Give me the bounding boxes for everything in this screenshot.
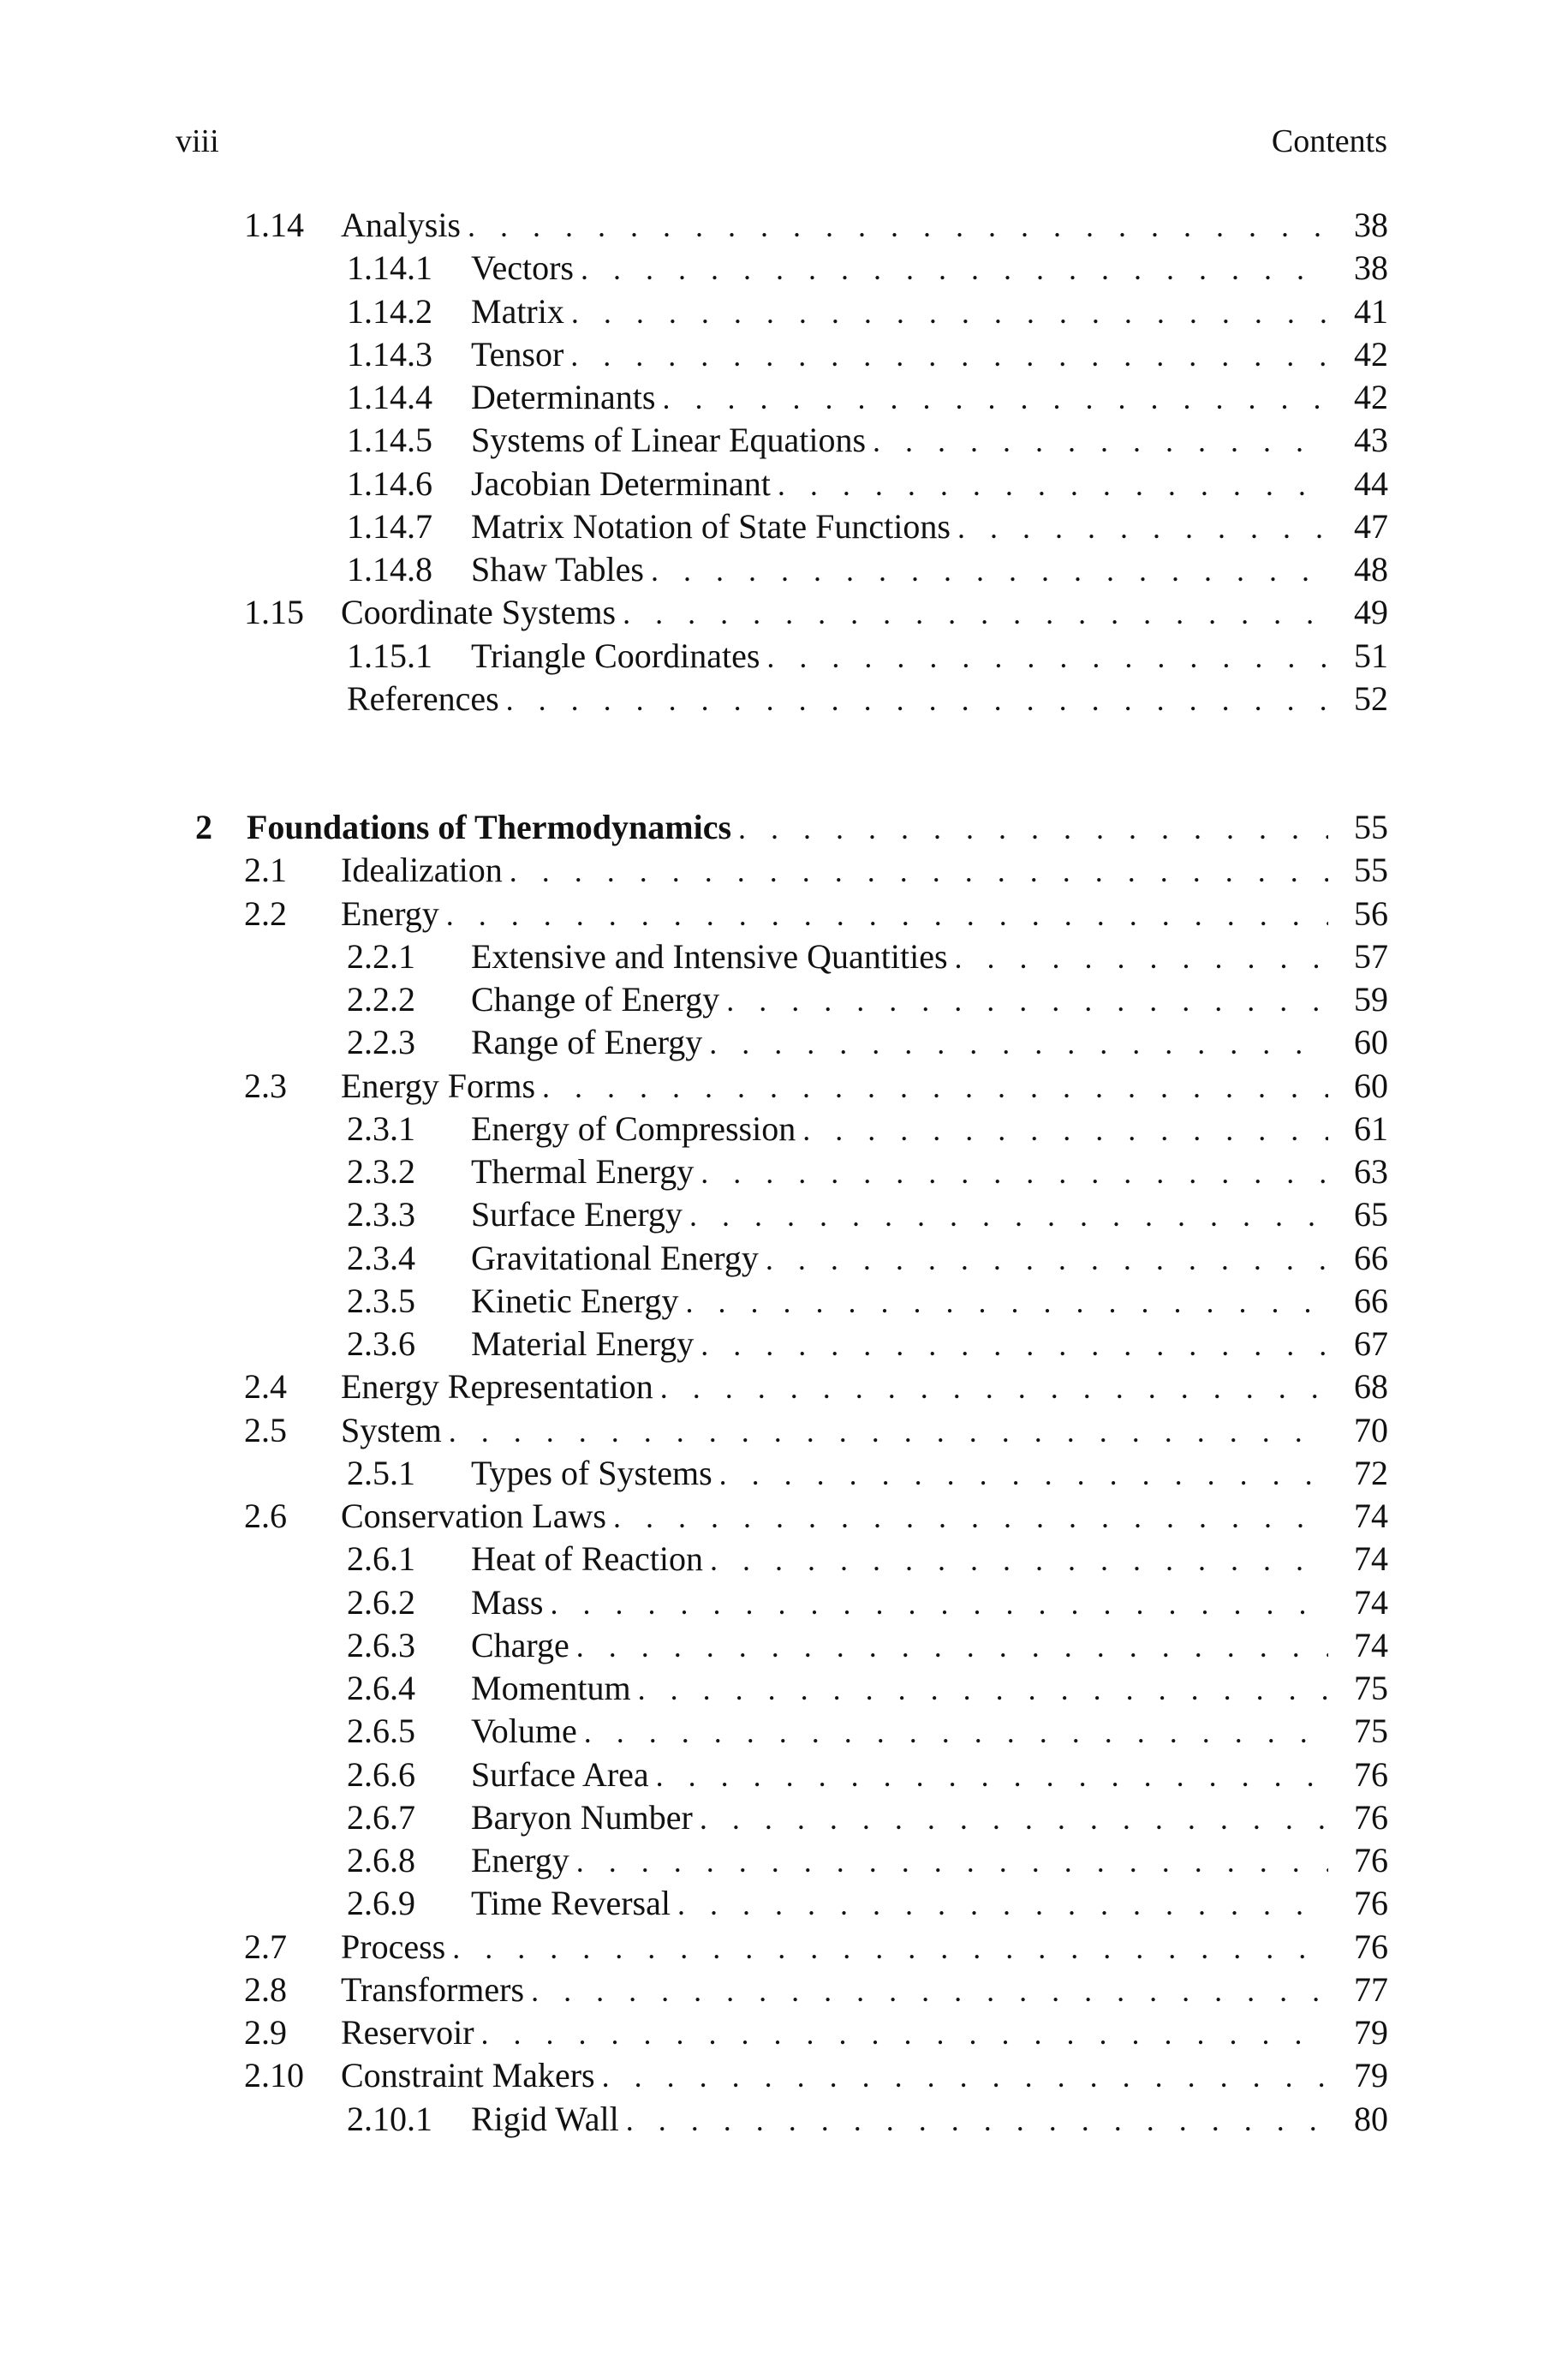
toc-entry-page[interactable]: 72 <box>1354 1454 1388 1492</box>
toc-entry-page[interactable]: 49 <box>1354 593 1388 631</box>
toc-entry-page[interactable]: 66 <box>1354 1239 1388 1277</box>
toc-entry-title[interactable]: Analysis <box>341 206 461 244</box>
toc-entry-line <box>471 290 1388 334</box>
toc-entry-line <box>471 978 1388 1022</box>
toc-entry-line <box>471 419 1388 463</box>
toc-entry-page[interactable]: 75 <box>1354 1669 1388 1707</box>
toc-entry-number: 2.6 <box>244 1497 287 1535</box>
toc-entry-line <box>341 1409 1388 1453</box>
toc-entry-number: 1.14.8 <box>347 550 432 589</box>
toc-entry-number: 2.2.1 <box>347 937 415 976</box>
toc-entry-page[interactable]: 60 <box>1354 1067 1388 1105</box>
toc-entry-number: 2.10 <box>244 2056 304 2094</box>
toc-entry-line <box>341 893 1388 936</box>
dot-leader <box>481 2012 1328 2055</box>
toc-entry-number: 2.6.2 <box>347 1583 415 1622</box>
toc-entry-number: 1.14.4 <box>347 378 432 416</box>
toc-entry[interactable] <box>0 935 1568 978</box>
toc-entry-title[interactable]: Energy of Compression <box>471 1109 796 1148</box>
toc-entry-title[interactable]: Tensor <box>471 335 564 373</box>
toc-entry-title[interactable]: Mass <box>471 1583 544 1622</box>
toc-entry[interactable] <box>0 1882 1568 1925</box>
toc-entry[interactable] <box>0 1237 1568 1280</box>
toc-entry-page[interactable]: 74 <box>1354 1539 1388 1578</box>
toc-entry-title[interactable]: Idealization <box>341 851 503 889</box>
toc-entry-line <box>471 1280 1388 1323</box>
toc-entry[interactable] <box>0 1969 1568 2011</box>
toc-entry-line <box>471 548 1388 592</box>
toc-entry-page[interactable]: 43 <box>1354 421 1388 459</box>
toc-entry-line <box>341 2054 1388 2098</box>
running-title: Contents <box>1271 123 1387 159</box>
dot-leader <box>623 592 1328 635</box>
toc-entry[interactable] <box>0 1839 1568 1882</box>
toc-entry[interactable] <box>0 1021 1568 1064</box>
dot-leader <box>584 1711 1328 1754</box>
toc-entry-title[interactable]: Triangle Coordinates <box>471 636 760 675</box>
toc-entry[interactable] <box>0 1452 1568 1495</box>
toc-entry-line <box>471 1581 1388 1625</box>
dot-leader <box>576 1840 1328 1883</box>
dot-leader <box>651 549 1328 592</box>
toc-entry[interactable] <box>0 333 1568 376</box>
toc-entry-page[interactable]: 41 <box>1354 292 1388 331</box>
toc-chapter-entry[interactable] <box>0 806 1568 849</box>
toc-entry[interactable] <box>0 635 1568 678</box>
toc-entry-page[interactable]: 76 <box>1354 1884 1388 1922</box>
toc-entry-line <box>471 247 1388 290</box>
toc-entry-number: 2.6.3 <box>347 1626 415 1664</box>
toc-entry-title[interactable]: Process <box>341 1927 446 1966</box>
dot-leader <box>689 1194 1328 1237</box>
dot-leader <box>686 1281 1328 1323</box>
toc-entry-line <box>471 463 1388 506</box>
toc-entry[interactable] <box>0 1538 1568 1580</box>
toc-entry-line <box>471 1021 1388 1065</box>
dot-leader <box>766 1238 1328 1281</box>
toc-entry-page[interactable]: 74 <box>1354 1583 1388 1622</box>
toc-entry-line <box>471 1882 1388 1926</box>
toc-entry-title[interactable]: Foundations of Thermodynamics <box>247 808 732 846</box>
toc-entry-number: 2.5.1 <box>347 1454 415 1492</box>
toc-entry-title[interactable]: Matrix Notation of State Functions <box>471 507 951 546</box>
toc-entry-line <box>471 333 1388 377</box>
toc-entry-page[interactable]: 74 <box>1354 1497 1388 1535</box>
toc-entry[interactable] <box>0 1193 1568 1236</box>
toc-entry[interactable] <box>0 419 1568 462</box>
toc-entry-title[interactable]: Energy <box>471 1841 569 1879</box>
toc-entry-line <box>471 1839 1388 1883</box>
toc-entry[interactable] <box>0 1365 1568 1408</box>
dot-leader <box>531 1969 1328 2012</box>
toc-entry-number: 2.3.3 <box>347 1195 415 1234</box>
toc-entry-page[interactable]: 76 <box>1354 1927 1388 1966</box>
toc-entry-page[interactable]: 76 <box>1354 1798 1388 1837</box>
toc-entry-line <box>341 849 1388 893</box>
toc-entry-number: 1.15 <box>244 593 304 631</box>
dot-leader <box>550 1582 1328 1625</box>
toc-entry-page[interactable]: 38 <box>1354 206 1388 244</box>
toc-entry-title[interactable]: Change of Energy <box>471 980 720 1019</box>
toc-entry-page[interactable]: 51 <box>1354 636 1388 675</box>
dot-leader <box>719 1453 1328 1496</box>
toc-entry-number: 2.8 <box>244 1970 287 2009</box>
toc-entry-line <box>471 1710 1388 1754</box>
dot-leader <box>726 979 1328 1022</box>
dot-leader <box>506 678 1328 721</box>
toc-entry-line <box>471 1323 1388 1366</box>
toc-entry-title[interactable]: Shaw Tables <box>471 550 644 589</box>
toc-entry-page[interactable]: 76 <box>1354 1755 1388 1794</box>
toc-entry-title[interactable]: Constraint Makers <box>341 2056 595 2094</box>
toc-entry[interactable] <box>0 376 1568 419</box>
toc-entry-line <box>471 505 1388 549</box>
toc-entry-line <box>471 1538 1388 1581</box>
dot-leader <box>446 893 1328 936</box>
dot-leader <box>452 1927 1328 1969</box>
toc-entry-number: 2.5 <box>244 1411 287 1449</box>
toc-entry-page[interactable]: 59 <box>1354 980 1388 1019</box>
toc-entry-page[interactable]: 67 <box>1354 1324 1388 1363</box>
toc-entry-line <box>247 806 1388 850</box>
toc-entry-number: 1.14.2 <box>347 292 432 331</box>
dot-leader <box>709 1022 1328 1065</box>
toc-entry-number: 2.6.1 <box>347 1539 415 1578</box>
toc-entry-number: 2.2.2 <box>347 980 415 1019</box>
toc-entry-line <box>341 1065 1388 1108</box>
toc-entry[interactable] <box>0 1409 1568 1452</box>
toc-entry-line <box>471 1193 1388 1237</box>
toc-entry-title[interactable]: Baryon Number <box>471 1798 693 1837</box>
toc-entry-line <box>341 1926 1388 1969</box>
toc-entry-number: 1.14.3 <box>347 335 432 373</box>
page-folio: viii <box>176 123 219 159</box>
dot-leader <box>701 1323 1328 1366</box>
dot-leader <box>778 463 1328 506</box>
toc-entry-page[interactable]: 42 <box>1354 378 1388 416</box>
toc-entry-page[interactable]: 74 <box>1354 1626 1388 1664</box>
toc-entry[interactable] <box>0 548 1568 591</box>
toc-entry-number: 1.14.1 <box>347 248 432 287</box>
toc-entry-number: 2 <box>195 808 212 846</box>
toc-entry-page[interactable]: 66 <box>1354 1282 1388 1320</box>
toc-entry[interactable] <box>0 463 1568 505</box>
toc-entry-number: 2.7 <box>244 1927 287 1966</box>
toc-entry-number: 2.3.2 <box>347 1152 415 1191</box>
toc-entry[interactable] <box>0 1581 1568 1624</box>
toc-entry-number: 2.6.6 <box>347 1755 415 1794</box>
dot-leader <box>873 420 1328 463</box>
toc-entry[interactable] <box>0 247 1568 290</box>
toc-entry-line <box>471 1624 1388 1668</box>
dot-leader <box>701 1151 1328 1194</box>
dot-leader <box>957 506 1328 549</box>
toc-entry-page[interactable]: 52 <box>1354 679 1388 718</box>
toc-entry[interactable] <box>0 505 1568 548</box>
toc-entry-line <box>341 204 1388 248</box>
toc-entry-title[interactable]: Rigid Wall <box>471 2100 619 2138</box>
dot-leader <box>602 2055 1328 2098</box>
toc-entry-number: 2.6.5 <box>347 1712 415 1750</box>
dot-leader <box>468 205 1328 248</box>
toc-entry-number: 2.3 <box>244 1067 287 1105</box>
toc-entry[interactable] <box>0 2054 1568 2097</box>
toc-entry-page[interactable]: 68 <box>1354 1367 1388 1406</box>
toc-entry-page[interactable]: 61 <box>1354 1109 1388 1148</box>
toc-entry-page[interactable]: 57 <box>1354 937 1388 976</box>
toc-entry-title[interactable]: Surface Energy <box>471 1195 683 1234</box>
toc-entry-title[interactable]: Extensive and Intensive Quantities <box>471 937 948 976</box>
toc-entry-title[interactable]: Jacobian Determinant <box>471 464 771 503</box>
toc-entry[interactable] <box>0 978 1568 1021</box>
toc-entry-page[interactable]: 42 <box>1354 335 1388 373</box>
toc-entry[interactable] <box>0 290 1568 333</box>
toc-entry[interactable] <box>0 678 1568 720</box>
toc-entry[interactable] <box>0 1495 1568 1538</box>
toc-entry[interactable] <box>0 2011 1568 2054</box>
toc-entry-page[interactable]: 55 <box>1354 808 1388 846</box>
toc-entry-line <box>341 1365 1388 1409</box>
toc-entry[interactable] <box>0 1624 1568 1667</box>
dot-leader <box>449 1410 1328 1453</box>
toc-entry[interactable] <box>0 1754 1568 1796</box>
toc-entry[interactable] <box>0 591 1568 634</box>
toc-entry-title[interactable]: Volume <box>471 1712 577 1750</box>
toc-entry-number: 2.4 <box>244 1367 287 1406</box>
toc-entry-line <box>471 1667 1388 1711</box>
dot-leader <box>700 1797 1328 1840</box>
dot-leader <box>576 1625 1328 1668</box>
toc-entry-page[interactable]: 55 <box>1354 851 1388 889</box>
toc-entry[interactable] <box>0 1323 1568 1365</box>
toc-entry-line <box>471 1796 1388 1840</box>
dot-leader <box>626 2099 1328 2142</box>
toc-entry-page[interactable]: 79 <box>1354 2013 1388 2052</box>
toc-entry-page[interactable]: 48 <box>1354 550 1388 589</box>
dot-leader <box>542 1066 1328 1108</box>
dot-leader <box>613 1496 1328 1539</box>
toc-entry-number: 2.2.3 <box>347 1023 415 1061</box>
toc-entry-number: 1.14 <box>244 206 304 244</box>
toc-entry[interactable] <box>0 1280 1568 1323</box>
toc-entry[interactable] <box>0 1108 1568 1150</box>
toc-entry-page[interactable]: 56 <box>1354 894 1388 933</box>
dot-leader <box>710 1539 1328 1581</box>
toc-entry-page[interactable]: 79 <box>1354 2056 1388 2094</box>
toc-entry-page[interactable]: 75 <box>1354 1712 1388 1750</box>
toc-entry-number: 2.10.1 <box>347 2100 432 2138</box>
toc-entry-page[interactable]: 77 <box>1354 1970 1388 2009</box>
dot-leader <box>656 1754 1328 1797</box>
toc-entry-title[interactable]: Surface Area <box>471 1755 649 1794</box>
toc-entry-page[interactable]: 47 <box>1354 507 1388 546</box>
toc-entry-line <box>471 1452 1388 1496</box>
toc-entry[interactable] <box>0 1065 1568 1108</box>
toc-entry-number: 2.2 <box>244 894 287 933</box>
toc-entry-line <box>341 1969 1388 2012</box>
toc-entry-title[interactable]: Energy Forms <box>341 1067 536 1105</box>
toc-entry-title[interactable]: Heat of Reaction <box>471 1539 703 1578</box>
dot-leader <box>510 850 1328 893</box>
toc-entry-line <box>471 1108 1388 1151</box>
toc-entry-title[interactable]: Vectors <box>471 248 574 287</box>
toc-entry-title[interactable]: Matrix <box>471 292 564 331</box>
toc-entry-line <box>471 935 1388 979</box>
dot-leader <box>660 1366 1328 1409</box>
toc-entry-title[interactable]: References <box>347 679 499 718</box>
toc-entry-number: 2.3.5 <box>347 1282 415 1320</box>
toc-entry-line <box>471 1150 1388 1194</box>
dot-leader <box>802 1108 1328 1151</box>
toc-entry-line <box>347 678 1388 721</box>
toc-entry-title[interactable]: Systems of Linear Equations <box>471 421 867 459</box>
toc-entry-title[interactable]: Transformers <box>341 1970 525 2009</box>
toc-entry-page[interactable]: 70 <box>1354 1411 1388 1449</box>
toc-entry-number: 2.9 <box>244 2013 287 2052</box>
toc-entry-page[interactable]: 63 <box>1354 1152 1388 1191</box>
toc-entry-number: 2.3.1 <box>347 1109 415 1148</box>
toc-entry-title[interactable]: Determinants <box>471 378 656 416</box>
toc-entry-line <box>471 1237 1388 1281</box>
toc-entry-page[interactable]: 44 <box>1354 464 1388 503</box>
toc-entry-number: 2.3.4 <box>347 1239 415 1277</box>
toc-entry[interactable] <box>0 849 1568 892</box>
toc-entry-line <box>471 376 1388 420</box>
toc-entry[interactable] <box>0 893 1568 935</box>
dot-leader <box>738 807 1328 850</box>
dot-leader <box>663 377 1329 420</box>
toc-entry[interactable] <box>0 1926 1568 1969</box>
toc-entry-number: 2.1 <box>244 851 287 889</box>
dot-leader <box>638 1668 1328 1711</box>
toc-entry-title[interactable]: Conservation Laws <box>341 1497 606 1535</box>
toc-entry-title[interactable]: Gravitational Energy <box>471 1239 759 1277</box>
toc-entry-number: 2.6.8 <box>347 1841 415 1879</box>
toc-entry-line <box>471 2098 1388 2142</box>
toc-entry-number: 1.14.6 <box>347 464 432 503</box>
toc-entry-title[interactable]: System <box>341 1411 442 1449</box>
dot-leader <box>581 248 1328 290</box>
toc-entry-page[interactable]: 60 <box>1354 1023 1388 1061</box>
toc-entry-title[interactable]: Momentum <box>471 1669 631 1707</box>
toc-entry[interactable] <box>0 1667 1568 1710</box>
toc-entry-title[interactable]: Energy <box>341 894 439 933</box>
dot-leader <box>677 1883 1328 1926</box>
toc-entry-title[interactable]: Material Energy <box>471 1324 695 1363</box>
toc-entry-line <box>341 2011 1388 2055</box>
toc-entry[interactable] <box>0 204 1568 247</box>
toc-entry[interactable] <box>0 2098 1568 2141</box>
toc-entry-title[interactable]: Coordinate Systems <box>341 593 617 631</box>
dot-leader <box>766 636 1328 678</box>
toc-entry-page[interactable]: 65 <box>1354 1195 1388 1234</box>
toc-entry-number: 2.3.6 <box>347 1324 415 1363</box>
toc-entry-number: 1.14.5 <box>347 421 432 459</box>
toc-entry-number: 2.6.7 <box>347 1798 415 1837</box>
toc-entry-page[interactable]: 38 <box>1354 248 1388 287</box>
toc-entry-title[interactable]: Time Reversal <box>471 1884 671 1922</box>
toc-entry[interactable] <box>0 1710 1568 1753</box>
dot-leader <box>571 291 1328 334</box>
toc-entry-line <box>341 1495 1388 1539</box>
toc-entry-title[interactable]: Types of Systems <box>471 1454 712 1492</box>
toc-entry[interactable] <box>0 1796 1568 1839</box>
toc-entry-title[interactable]: Reservoir <box>341 2013 474 2052</box>
toc-entry[interactable] <box>0 1150 1568 1193</box>
toc-entry-page[interactable]: 80 <box>1354 2100 1388 2138</box>
toc-entry-title[interactable]: Charge <box>471 1626 569 1664</box>
dot-leader <box>955 936 1328 979</box>
toc-entry-title[interactable]: Range of Energy <box>471 1023 703 1061</box>
dot-leader <box>570 334 1328 377</box>
toc-entry-page[interactable]: 76 <box>1354 1841 1388 1879</box>
toc-entry-number: 2.6.4 <box>347 1669 415 1707</box>
toc-entry-number: 1.14.7 <box>347 507 432 546</box>
toc-entry-title[interactable]: Kinetic Energy <box>471 1282 679 1320</box>
toc-entry-line <box>471 1754 1388 1797</box>
toc-entry-number: 1.15.1 <box>347 636 432 675</box>
toc-entry-line <box>341 591 1388 635</box>
toc-entry-title[interactable]: Thermal Energy <box>471 1152 695 1191</box>
toc-entry-number: 2.6.9 <box>347 1884 415 1922</box>
toc-entry-line <box>471 635 1388 678</box>
toc-entry-title[interactable]: Energy Representation <box>341 1367 653 1406</box>
